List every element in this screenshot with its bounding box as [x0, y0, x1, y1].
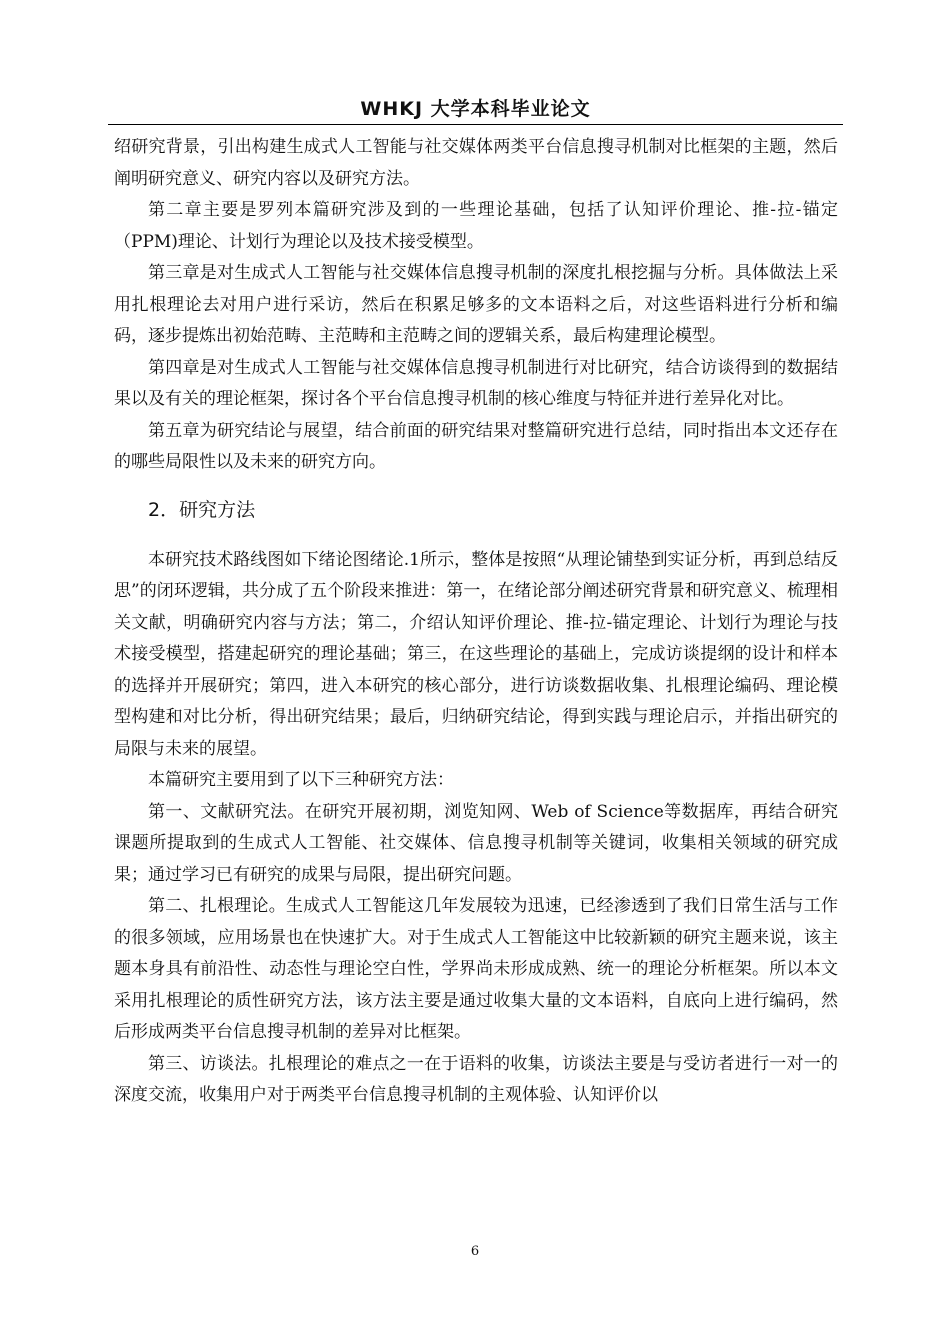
- paragraph-chapter-5: 第五章为研究结论与展望，结合前面的研究结果对整篇研究进行总结，同时指出本文还存在的哪些局限性以及未来的研究方向。: [114, 420, 838, 472]
- page-number: 6: [470, 1244, 480, 1259]
- paragraph-technical-roadmap: 本研究技术路线图如下绪论图绪论.1所示，整体是按照“从理论铺垫到实证分析，再到总结反思”的闭环逻辑，共分成了五个阶段来推进：第一，在绪论部分阐述研究背景和研究意义、梳理相关文献，明确研究内容与方法；第二，介绍认知评价理论、推-拉-锚定理论、计划行为理论与技术接受模型，搭建起研究的理论基础；第三，在这些理论的基础上，完成访谈提纲的设计和样本的选择并开展研究；第四，进入本研究的核心部分，进行访谈数据收集、扎根理论编码、理论模型构建和对比分析，得出研究结果；最后，归纳研究结论，得到实践与理论启示，并指出研究的局限与未来的展望。: [114, 549, 838, 759]
- section-heading: 2．研究方法: [148, 498, 256, 521]
- paragraph-chapter-4: 第四章是对生成式人工智能与社交媒体信息搜寻机制进行对比研究，结合访谈得到的数据结果以及有关的理论框架，探讨各个平台信息搜寻机制的核心维度与特征并进行差异化对比。: [114, 357, 838, 409]
- paragraph-methods-intro: 本篇研究主要用到了以下三种研究方法：: [148, 770, 454, 790]
- header-rule: [108, 124, 843, 125]
- paragraph-interview-method: 第三、访谈法。扎根理论的难点之一在于语料的收集，访谈法主要是与受访者进行一对一的深度交流，收集用户对于两类平台信息搜寻机制的主观体验、认知评价以: [114, 1053, 838, 1105]
- paragraph-literature-method: 第一、文献研究法。在研究开展初期，浏览知网、Web of Science等数据库，再结合研究课题所提取到的生成式人工智能、社交媒体、信息搜寻机制等关键词，收集相关领域的研究成果；通过学习已有研究的成果与局限，提出研究问题。: [114, 801, 838, 885]
- paragraph-continued: 绍研究背景，引出构建生成式人工智能与社交媒体两类平台信息搜寻机制对比框架的主题，然后阐明研究意义、研究内容以及研究方法。: [114, 137, 838, 189]
- page-header: WHKJ 大学本科毕业论文: [360, 98, 591, 120]
- paragraph-chapter-2: 第二章主要是罗列本篇研究涉及到的一些理论基础，包括了认知评价理论、推-拉-锚定（PPM)理论、计划行为理论以及技术接受模型。: [114, 200, 838, 252]
- document-body: [114, 132, 838, 1112]
- paragraph-grounded-theory: 第二、扎根理论。生成式人工智能这几年发展较为迅速，已经渗透到了我们日常生活与工作的很多领域，应用场景也在快速扩大。对于生成式人工智能这中比较新颖的研究主题来说，该主题本身具有前沿性、动态性与理论空白性，学界尚未形成成熟、统一的理论分析框架。所以本文采用扎根理论的质性研究方法，该方法主要是通过收集大量的文本语料，自底向上进行编码，然后形成两类平台信息搜寻机制的差异对比框架。: [114, 896, 838, 1042]
- paragraph-chapter-3: 第三章是对生成式人工智能与社交媒体信息搜寻机制的深度扎根挖掘与分析。具体做法上采用扎根理论去对用户进行采访，然后在积累足够多的文本语料之后，对这些语料进行分析和编码，逐步提炼出初始范畴、主范畴和主范畴之间的逻辑关系，最后构建理论模型。: [114, 263, 838, 346]
